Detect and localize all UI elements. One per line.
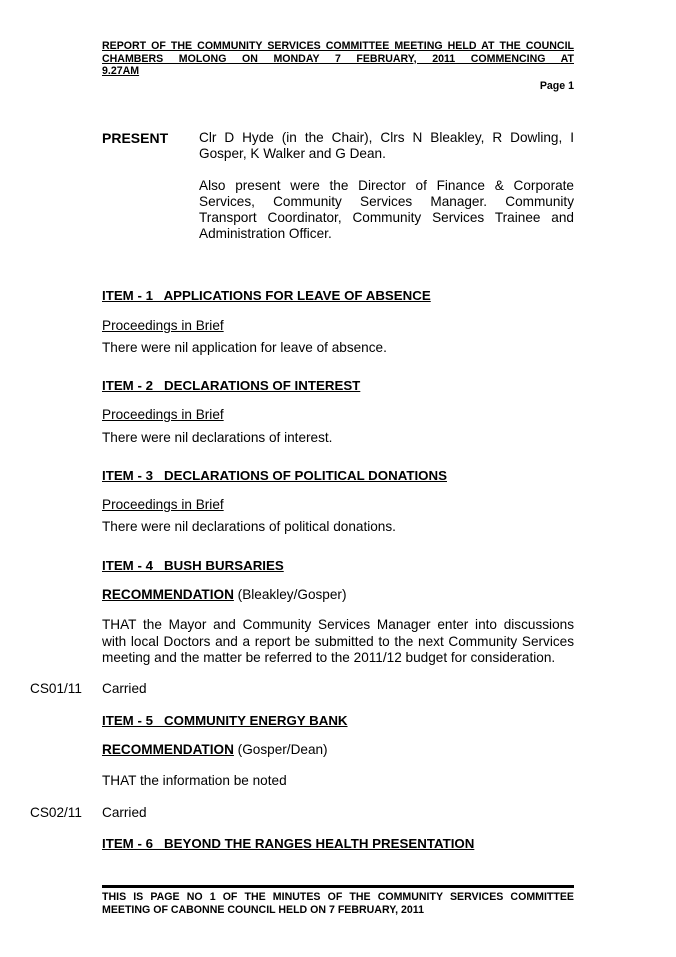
item-5-outcome: Carried <box>102 805 147 820</box>
item-2-title: ITEM - 2 DECLARATIONS OF INTEREST <box>102 378 361 393</box>
present-label: PRESENT <box>102 130 169 146</box>
footer-line-1: THIS IS PAGE NO 1 OF THE MINUTES OF THE COMMUNITY SERVICES COMMITTEE <box>102 891 574 903</box>
recommendation-movers: (Bleakley/Gosper) <box>233 587 347 602</box>
report-header-time: 9.27AM <box>102 65 140 77</box>
page-number: Page 1 <box>539 80 574 92</box>
recommendation-movers: (Gosper/Dean) <box>233 742 328 757</box>
item-4-recommendation <box>102 587 346 603</box>
footer-line-2: MEETING OF CABONNE COUNCIL HELD ON 7 FEBRUARY, 2011 <box>102 904 424 916</box>
report-header: REPORT OF THE COMMUNITY SERVICES COMMITTEE MEETING HELD AT THE COUNCIL CHAMBERS MOLONG ON MONDAY 7 FEBRUARY, 2011 COMMENCING AT <box>102 40 574 65</box>
item-1-title: ITEM - 1 APPLICATIONS FOR LEAVE OF ABSENCE <box>102 288 431 303</box>
item-3-text: There were nil declarations of political donations. <box>102 519 396 534</box>
item-5-resolution-number: CS02/11 <box>30 805 82 820</box>
item-2-text: There were nil declarations of interest. <box>102 430 333 445</box>
item-3-subheading: Proceedings in Brief <box>102 497 224 512</box>
item-6-title: ITEM - 6 BEYOND THE RANGES HEALTH PRESENTATION <box>102 836 475 851</box>
recommendation-label: RECOMMENDATION <box>102 587 234 602</box>
item-2-subheading: Proceedings in Brief <box>102 407 224 422</box>
item-5-title: ITEM - 5 COMMUNITY ENERGY BANK <box>102 713 348 728</box>
recommendation-label: RECOMMENDATION <box>102 742 234 757</box>
footer-rule <box>102 885 574 888</box>
item-4-text: THAT the Mayor and Community Services Manager enter into discussions with local Doctors and a report be submitted to the next Community Services meeting and the matter be referred to the 2011/12 budget for consideration. <box>102 617 574 665</box>
item-5-text: THAT the information be noted <box>102 773 287 788</box>
present-also: Also present were the Director of Finance & Corporate Services, Community Services Manager. Community Transport Coordinator, Community Services Trainee and Administration Officer. <box>199 178 574 241</box>
item-4-resolution-number: CS01/11 <box>30 681 82 696</box>
item-5-recommendation <box>102 742 328 758</box>
present-members: Clr D Hyde (in the Chair), Clrs N Bleakley, R Dowling, I Gosper, K Walker and G Dean. <box>199 130 574 161</box>
item-4-title: ITEM - 4 BUSH BURSARIES <box>102 558 284 573</box>
item-4-outcome: Carried <box>102 681 147 696</box>
item-3-title: ITEM - 3 DECLARATIONS OF POLITICAL DONATIONS <box>102 468 447 483</box>
item-1-subheading: Proceedings in Brief <box>102 318 224 333</box>
item-1-text: There were nil application for leave of absence. <box>102 340 387 355</box>
